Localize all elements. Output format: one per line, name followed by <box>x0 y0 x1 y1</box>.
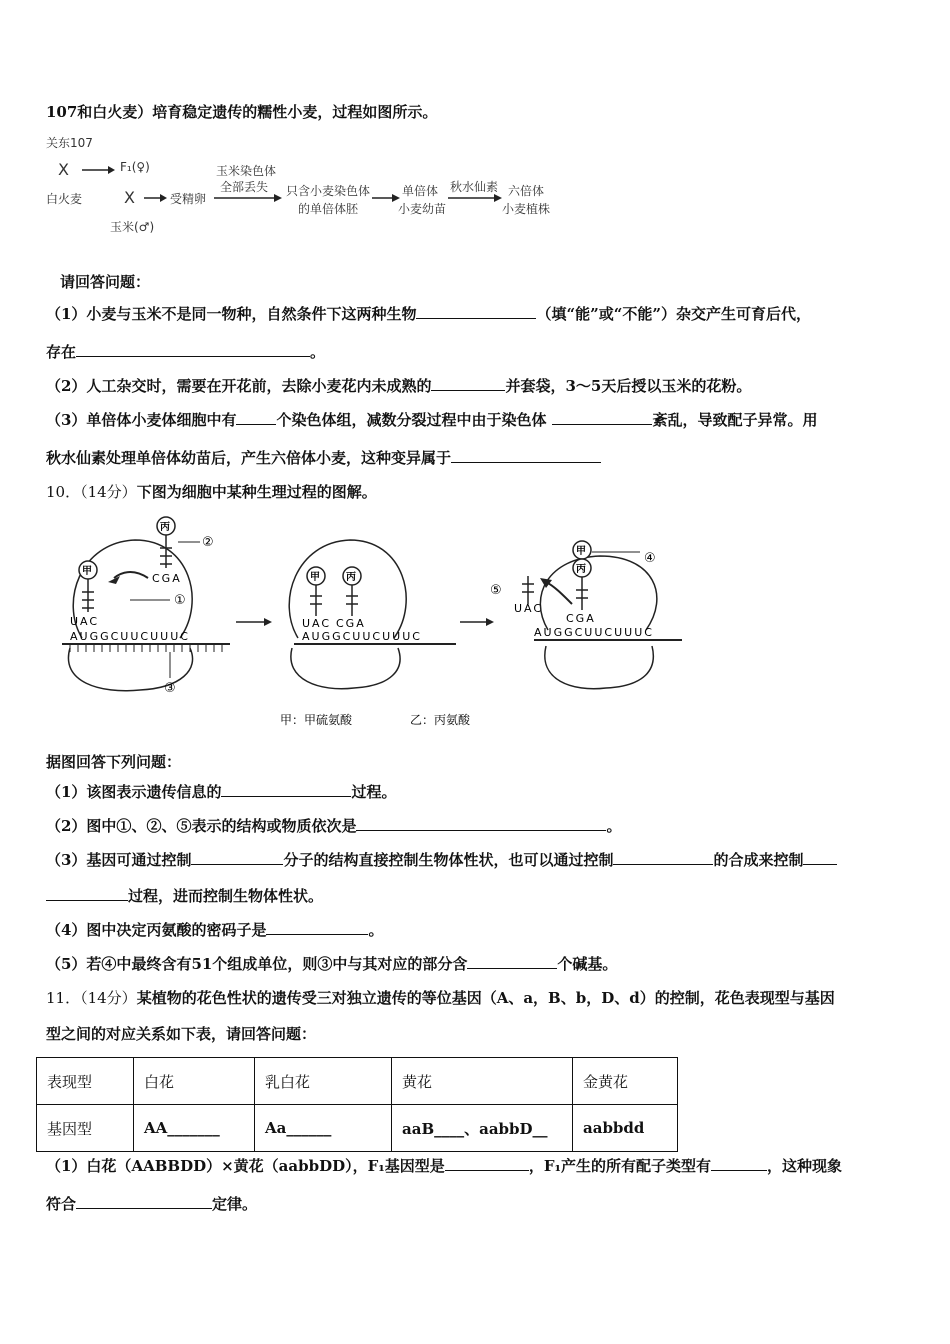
q10-blank-7[interactable] <box>467 954 557 969</box>
q11-intro-line2: 型之间的对应关系如下表，请回答问题： <box>46 1025 317 1043</box>
flow-f1: F₁(♀) <box>120 160 150 174</box>
label-2: ② <box>202 535 214 550</box>
flow-fertilized: 受精卵 <box>170 192 207 206</box>
panel-1 <box>62 517 230 696</box>
anticodon-3: UAC <box>302 617 332 630</box>
panel-3 <box>490 541 682 689</box>
jia-label-1: 甲 <box>82 566 92 577</box>
flow-seedling-bottom: 小麦幼苗 <box>398 202 447 216</box>
q10-blank-4[interactable] <box>613 850 713 865</box>
flow-plant-bottom: 小麦植株 <box>502 202 551 216</box>
q10-blank-1[interactable] <box>221 782 351 797</box>
table-cell: 金黄花 <box>573 1058 678 1105</box>
q10-blank-5b[interactable] <box>46 886 128 901</box>
legend-jia: 甲：甲硫氨酸 <box>280 713 353 727</box>
flow-plant-top: 六倍体 <box>508 184 545 198</box>
q11-part1-line2: 符合 定律。 <box>46 1195 258 1213</box>
flow-step1-top: 玉米染色体 <box>216 164 277 178</box>
table-cell: aaB____、aabbD__ <box>392 1105 573 1152</box>
label-4: ④ <box>644 551 656 566</box>
q10-part4: （4）图中决定丙氨酸的密码子是 。 <box>46 921 384 939</box>
jia-label-2: 甲 <box>310 572 320 583</box>
q9-blank-5[interactable] <box>552 410 652 425</box>
anticodon-2: CGA <box>152 572 182 585</box>
label-3: ③ <box>164 681 176 696</box>
q9-prompt: 请回答问题： <box>60 273 151 291</box>
q10-part1: （1）该图表示遗传信息的 过程。 <box>46 783 397 801</box>
bing-label-3: 丙 <box>576 564 586 575</box>
q9-part1-line1: （1）小麦与玉米不是同一物种，自然条件下这两种生物 （填“能”或“不能”）杂交产生可育后代， <box>46 305 811 323</box>
flow-seedling-top: 单倍体 <box>402 184 439 198</box>
flow-cross1: X <box>58 160 69 179</box>
flow-arrow2 <box>142 192 168 204</box>
q9-part3-line1: （3）单倍体小麦体细胞中有 个染色体组，减数分裂过程中由于染色体 紊乱，导致配子异常。用 <box>46 411 818 429</box>
translation-figure <box>40 512 700 734</box>
legend-yi: 乙：丙氨酸 <box>410 713 471 727</box>
q9-part3-line2: 秋水仙素处理单倍体幼苗后，产生六倍体小麦，这种变异属于 <box>46 448 601 468</box>
jia-label-3: 甲 <box>576 546 586 557</box>
q10-part3-line1: （3）基因可通过控制 分子的结构直接控制生物体性状，也可以通过控制 的合成来控制 <box>46 850 837 870</box>
flow-embryo-top: 只含小麦染色体 <box>286 184 371 198</box>
anticodon-4: CGA <box>336 617 366 630</box>
label-1: ① <box>174 593 186 608</box>
flow-arrow1 <box>80 164 116 176</box>
q10-blank-6[interactable] <box>266 920 368 935</box>
table-cell: Aa______ <box>255 1105 392 1152</box>
q9-blank-3[interactable] <box>431 376 505 391</box>
q11-blank-3[interactable] <box>76 1194 212 1209</box>
q11-blank-1[interactable] <box>445 1156 529 1171</box>
q10-part5: （5）若④中最终含有51个组成单位，则③中与其对应的部分含 个碱基。 <box>46 955 618 973</box>
panel-2 <box>289 540 456 689</box>
q9-intro: 107和白火麦）培育稳定遗传的糯性小麦，过程如图所示。 <box>46 103 438 121</box>
flow-parent3: 玉米(♂) <box>110 220 155 234</box>
table-row <box>37 1105 678 1152</box>
q10-blank-3[interactable] <box>191 850 283 865</box>
table-cell: 基因型 <box>37 1105 134 1152</box>
q9-blank-6[interactable] <box>451 448 601 463</box>
q10-title: 10．（14分）下图为细胞中某种生理过程的图解。 <box>46 483 377 501</box>
table-cell: aabbdd <box>573 1105 678 1152</box>
anticodon-6: UAC <box>514 602 544 615</box>
flow-step1-bottom: 全部丢失 <box>220 180 269 194</box>
q9-blank-2[interactable] <box>76 342 310 357</box>
table-cell: 白花 <box>134 1058 255 1105</box>
q9-part1-line2: 存在 。 <box>46 343 326 361</box>
flow-parent1: 关东107 <box>46 136 93 150</box>
bing-label-1: 丙 <box>160 522 170 533</box>
flow-embryo-bottom: 的单倍体胚 <box>298 202 359 216</box>
q10-prompt: 据图回答下列问题： <box>46 753 182 771</box>
table-cell: AA_______ <box>134 1105 255 1152</box>
q10-part2: （2）图中①、②、⑤表示的结构或物质依次是 。 <box>46 817 622 835</box>
q11-part1-line1: （1）白花（AABBDD）×黄花（aabbDD），F₁基因型是 ，F₁产生的所有配子类型有 ，这种现象 <box>46 1157 843 1175</box>
q9-part2: （2）人工杂交时，需要在开花前，去除小麦花内未成熟的 并套袋，3～5天后授以玉米的花粉。 <box>46 377 752 395</box>
flow-cross2: X <box>124 188 135 207</box>
anticodon-1: UAC <box>70 615 100 628</box>
table-cell: 乳白花 <box>255 1058 392 1105</box>
q9-blank-4[interactable] <box>236 410 276 425</box>
table-cell: 表现型 <box>37 1058 134 1105</box>
q10-part3-line2: 过程，进而控制生物体性状。 <box>46 886 323 906</box>
bing-label-2: 丙 <box>346 572 356 583</box>
anticodon-5: CGA <box>566 612 596 625</box>
q11-blank-2[interactable] <box>711 1156 767 1171</box>
label-5: ⑤ <box>490 583 502 598</box>
q11-intro-line1: 11．（14分）某植物的花色性状的遗传受三对独立遗传的等位基因（A、a，B、b，D、d）的控制，花色表现型与基因 <box>46 989 835 1007</box>
mrna-sequence-3: AUGGCUUCUUUC <box>534 626 654 639</box>
genotype-table <box>36 1057 678 1152</box>
table-cell: 黄花 <box>392 1058 573 1105</box>
q10-blank-5a[interactable] <box>803 850 837 865</box>
table-row <box>37 1058 678 1105</box>
flow-arrow3 <box>212 192 284 204</box>
q9-blank-1[interactable] <box>416 304 536 319</box>
flow-arrow5 <box>446 192 504 204</box>
flow-parent2: 白火麦 <box>46 192 83 206</box>
mrna-sequence-1: AUGGCUUCUUUC <box>70 630 190 643</box>
mrna-sequence-2: AUGGCUUCUUUC <box>302 630 422 643</box>
q10-blank-2[interactable] <box>356 816 606 831</box>
flow-step2: 秋水仙素 <box>450 180 499 194</box>
